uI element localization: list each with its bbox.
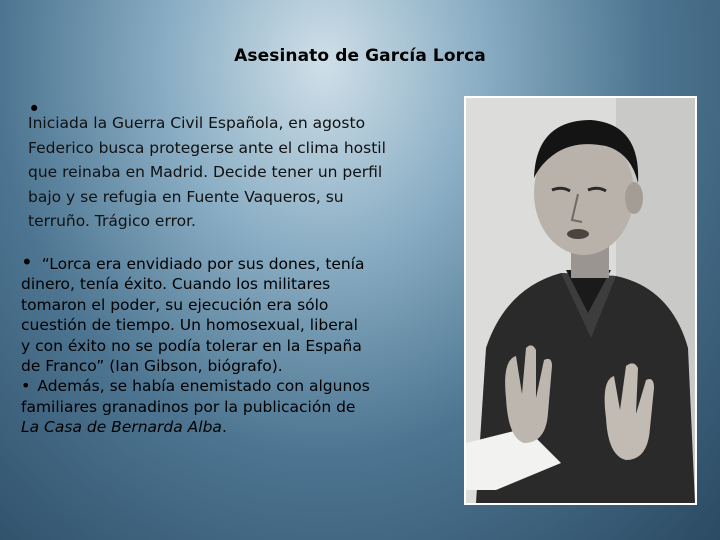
bullet-line: Federico busca protegerse ante el clima hostil bbox=[28, 138, 386, 157]
bullet-line bbox=[21, 376, 461, 396]
bullet-paragraph-1 bbox=[28, 111, 456, 234]
bullet-line: dinero, tenía éxito. Cuando los militares bbox=[21, 275, 331, 294]
book-title: La Casa de Bernarda Alba bbox=[21, 418, 222, 437]
bullet-symbol: • bbox=[21, 376, 31, 396]
bullet-line bbox=[21, 417, 461, 437]
portrait-photo bbox=[464, 96, 697, 505]
bullet-line: cuestión de tiempo. Un homosexual, liberal bbox=[21, 316, 358, 335]
bullet-symbol: • bbox=[28, 97, 41, 121]
bullet-line bbox=[21, 252, 461, 274]
bullet-symbol: • bbox=[21, 250, 33, 274]
bullet-line: terruño. Trágico error. bbox=[28, 212, 196, 231]
bullet-line: y con éxito no se podía tolerar en la España bbox=[21, 336, 362, 355]
slide-title: Asesinato de García Lorca bbox=[234, 46, 486, 66]
bullet-text: “Lorca era envidiado por sus dones, tenía bbox=[41, 255, 365, 273]
bullet-line: Iniciada la Guerra Civil Española, en agosto bbox=[28, 114, 366, 132]
bullet-line: que reinaba en Madrid. Decide tener un perfil bbox=[28, 163, 383, 182]
bullet-paragraphs-2-3 bbox=[21, 252, 461, 438]
sentence-end: . bbox=[221, 418, 227, 437]
bullet-line: de Franco” (Ian Gibson, biógrafo). bbox=[21, 357, 283, 376]
bullet-line: bajo y se refugia en Fuente Vaqueros, su bbox=[28, 187, 344, 206]
bullet-line: familiares granadinos por la publicación de bbox=[21, 397, 356, 416]
portrait-illustration bbox=[466, 98, 695, 503]
bullet-text: Además, se había enemistado con algunos bbox=[37, 377, 370, 396]
bullet-line: tomaron el poder, su ejecución era sólo bbox=[21, 295, 329, 314]
